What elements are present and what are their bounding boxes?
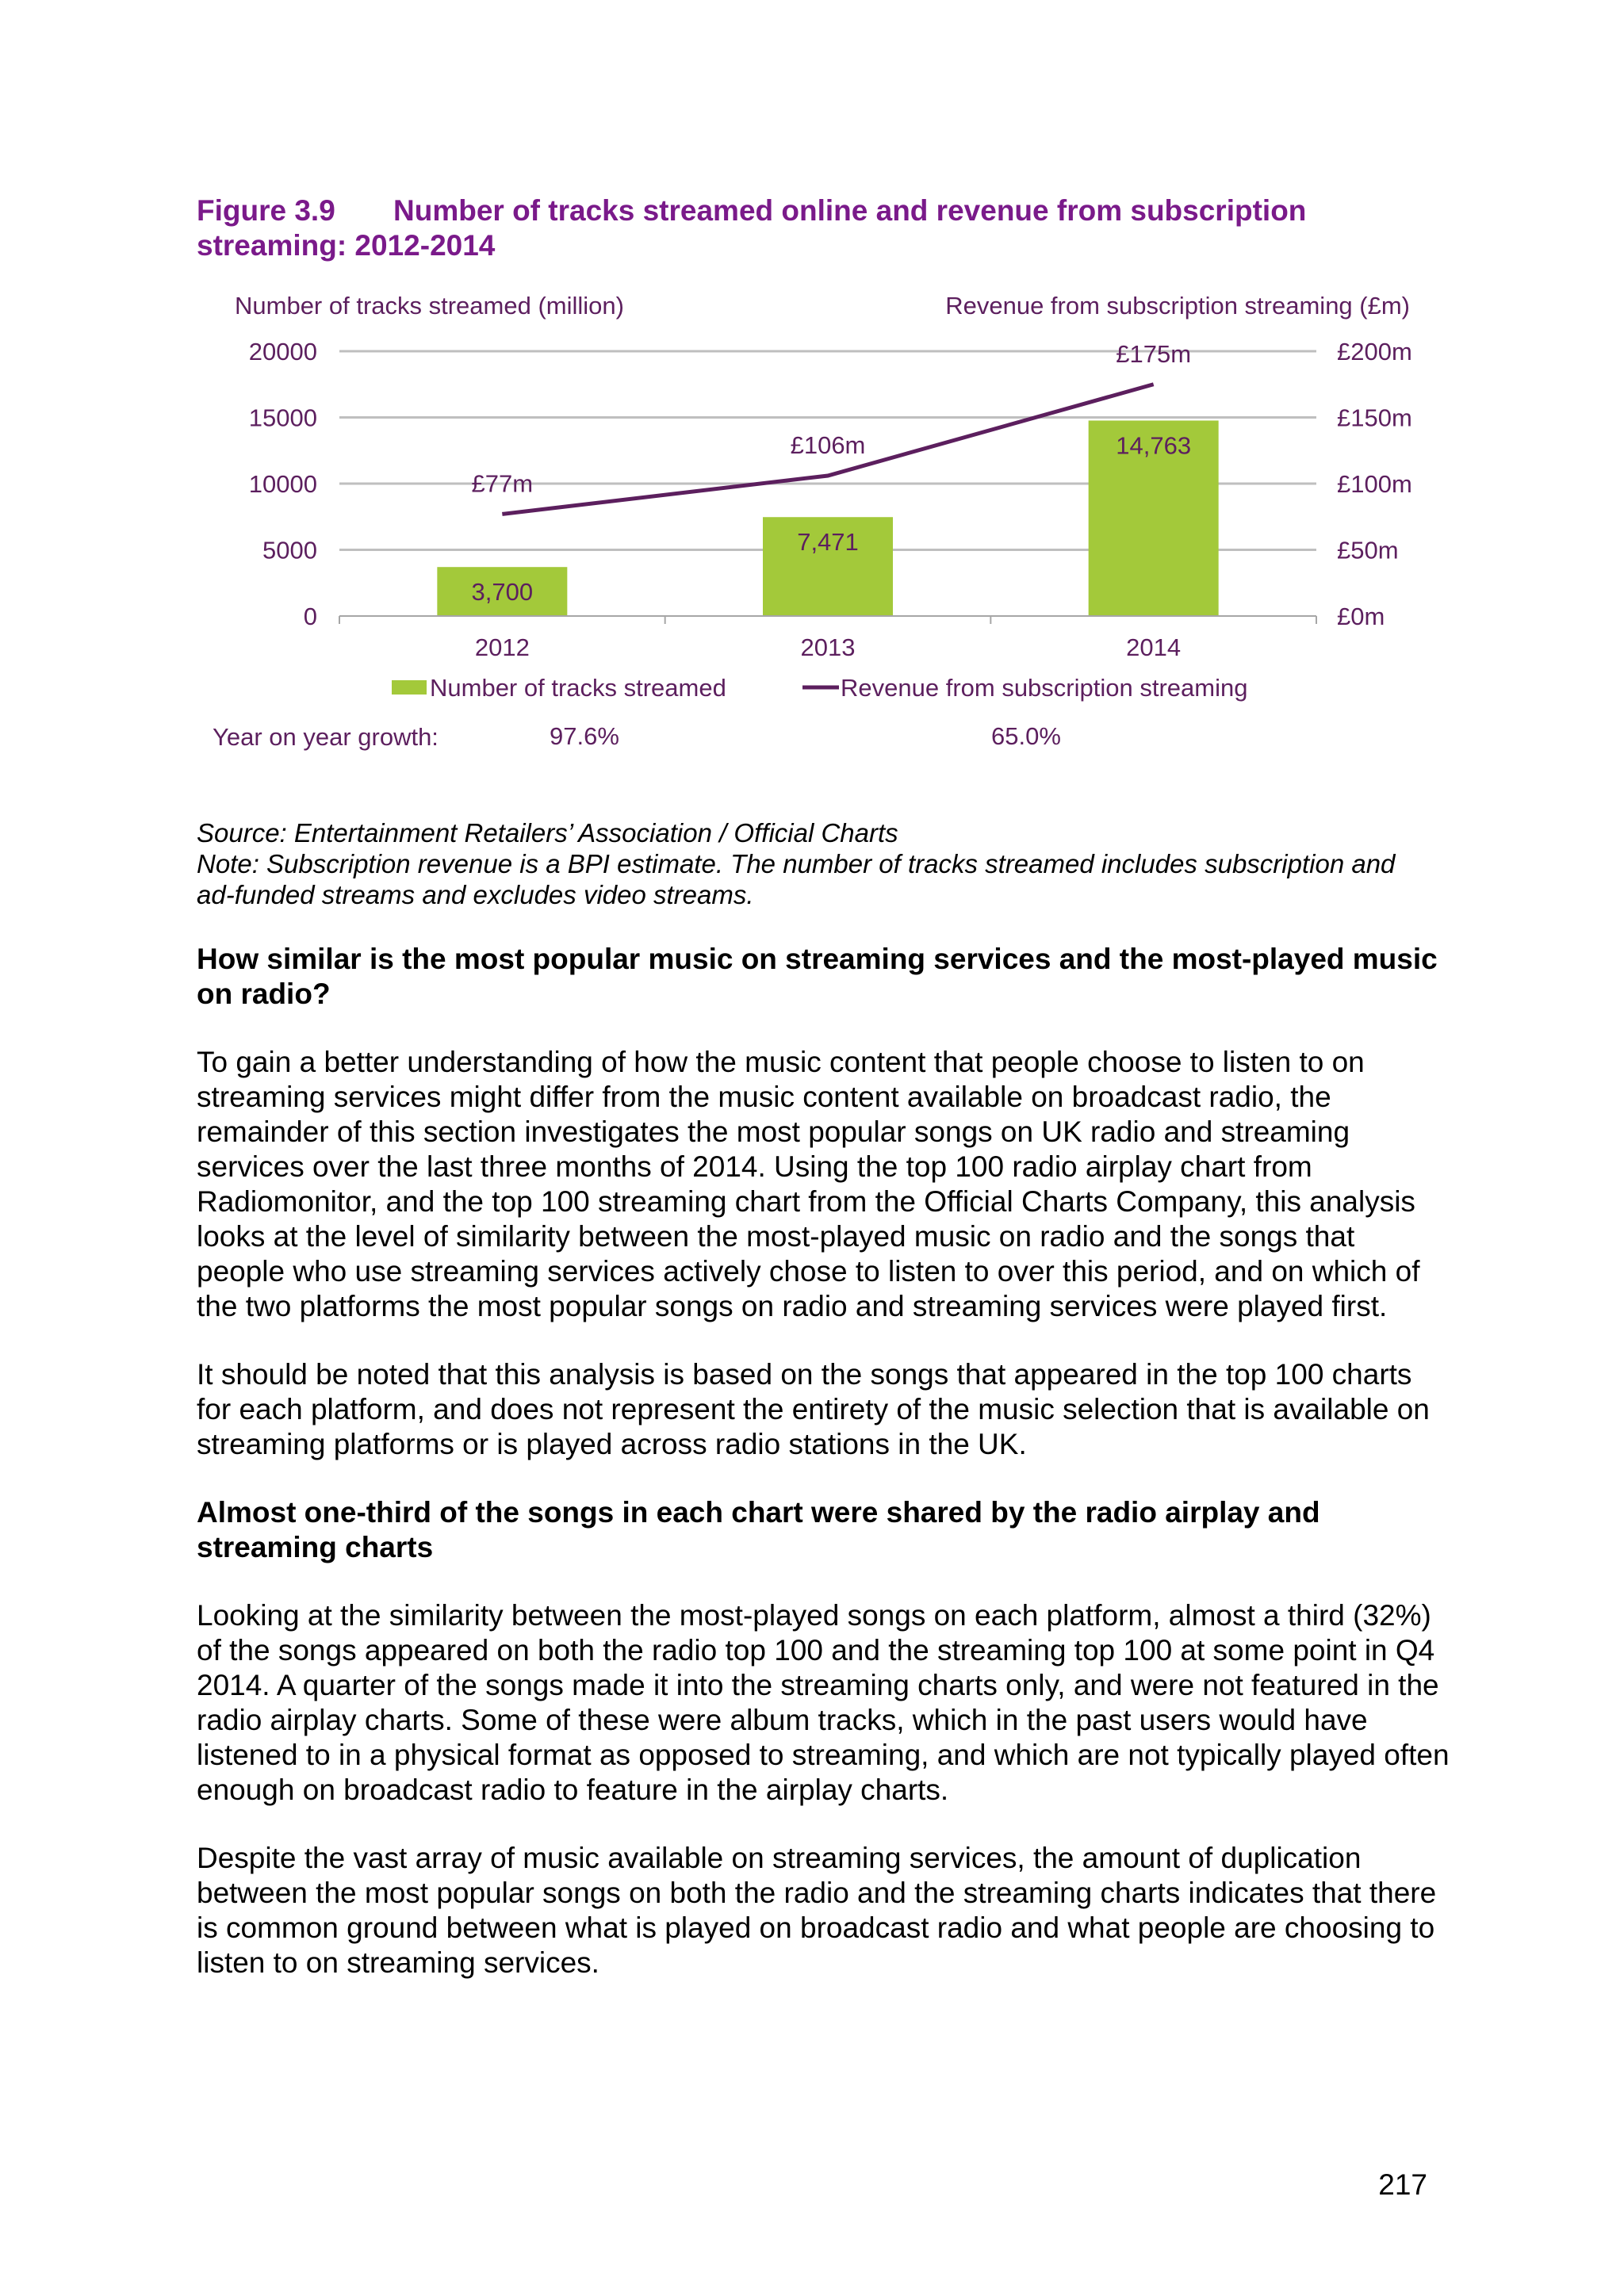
right-axis-tick-label: £100m bbox=[1337, 470, 1412, 498]
source-line: Source: Entertainment Retailers’ Association / Official Charts bbox=[197, 818, 898, 848]
bar-value-label: 3,700 bbox=[471, 578, 534, 607]
right-axis-label: Revenue from subscription streaming (£m) bbox=[945, 292, 1410, 320]
page-number: 217 bbox=[1378, 2168, 1427, 2201]
growth-value: 97.6% bbox=[550, 722, 619, 750]
legend-bar-label: Number of tracks streamed bbox=[430, 674, 726, 702]
category-label: 2013 bbox=[800, 633, 856, 661]
x-axis-ticks bbox=[339, 616, 1316, 624]
right-axis-tick-label: £200m bbox=[1337, 338, 1412, 365]
figure-number: Figure 3.9 bbox=[197, 194, 335, 227]
category-labels bbox=[475, 633, 1181, 661]
section-heading: Almost one-third of the songs in each chart were shared by the radio airplay and streaming charts bbox=[197, 1496, 1320, 1563]
line-value-label: £106m bbox=[790, 430, 866, 459]
chart-source-notes bbox=[197, 817, 1434, 910]
streaming-chart bbox=[0, 0, 1624, 793]
right-axis-tick-label: £0m bbox=[1337, 603, 1385, 630]
body-text bbox=[197, 942, 1450, 2014]
left-axis-tick-label: 5000 bbox=[262, 536, 317, 564]
left-axis-tick-label: 15000 bbox=[248, 404, 317, 432]
left-axis-tick-label: 10000 bbox=[248, 470, 317, 498]
right-axis-tick-label: £150m bbox=[1337, 404, 1412, 432]
right-axis-ticks bbox=[1337, 338, 1412, 630]
section-heading: How similar is the most popular music on streaming services and the most-played music on radio? bbox=[197, 943, 1438, 1010]
category-label: 2012 bbox=[474, 633, 530, 661]
left-axis-tick-label: 20000 bbox=[248, 338, 317, 365]
note-line: Note: Subscription revenue is a BPI estimate. The number of tracks streamed includes subscription and ad-funded streams and excludes video streams. bbox=[197, 849, 1396, 909]
figure-title-text: Number of tracks streamed online and revenue from subscription streaming: 2012-2014 bbox=[197, 194, 1307, 262]
legend-line-label: Revenue from subscription streaming bbox=[841, 674, 1248, 702]
left-axis-ticks bbox=[249, 338, 317, 630]
paragraph: To gain a better understanding of how the music content that people choose to listen to on streaming services might differ from the music content available on broadcast radio, the remainder of this section investigates the most popular songs on UK radio and streaming services over the last three months of 2014. Using the top 100 radio airplay chart from Radiomonitor, and the top 100 streaming chart from the Official Charts Company, this analysis looks at the level of similarity between the most-played music on radio and the songs that people who use streaming services actively chose to listen to over this period, and on which of the two platforms the most popular songs on radio and streaming services were played first. bbox=[197, 1046, 1420, 1322]
growth-value: 65.0% bbox=[991, 722, 1061, 750]
left-axis-tick-label: 0 bbox=[303, 603, 317, 630]
bar-value-label: 14,763 bbox=[1116, 431, 1192, 460]
right-axis-tick-label: £50m bbox=[1337, 536, 1399, 564]
category-label: 2014 bbox=[1126, 633, 1182, 661]
paragraph: It should be noted that this analysis is based on the songs that appeared in the top 100 charts for each platform, and does not represent the entirety of the music selection that is available on streaming platforms or is played across radio stations in the UK. bbox=[197, 1358, 1430, 1460]
paragraph: Looking at the similarity between the most-played songs on each platform, almost a third (32%) of the songs appeared on both the radio top 100 and the streaming top 100 at some point in Q4 2014. A quarter of the songs made it into the streaming charts only, and were not featured in the radio airplay charts. Some of these were album tracks, which in the past users would have listened to in a physical format as opposed to streaming, and which are not typically played often enough on broadcast radio to feature in the airplay charts. bbox=[197, 1599, 1450, 1806]
line-value-label: £175m bbox=[1116, 339, 1192, 368]
bar-value-label: 7,471 bbox=[797, 528, 859, 557]
left-axis-label: Number of tracks streamed (million) bbox=[235, 292, 624, 320]
legend-bar-swatch bbox=[392, 680, 427, 695]
paragraph: Despite the vast array of music available on streaming services, the amount of duplication between the most popular songs on both the radio and the streaming charts indicates that there is common ground between what is played on broadcast radio and what people are choosing to listen to on streaming services. bbox=[197, 1842, 1437, 1979]
line-value-label: £77m bbox=[471, 469, 534, 498]
growth-label: Year on year growth: bbox=[213, 723, 439, 751]
